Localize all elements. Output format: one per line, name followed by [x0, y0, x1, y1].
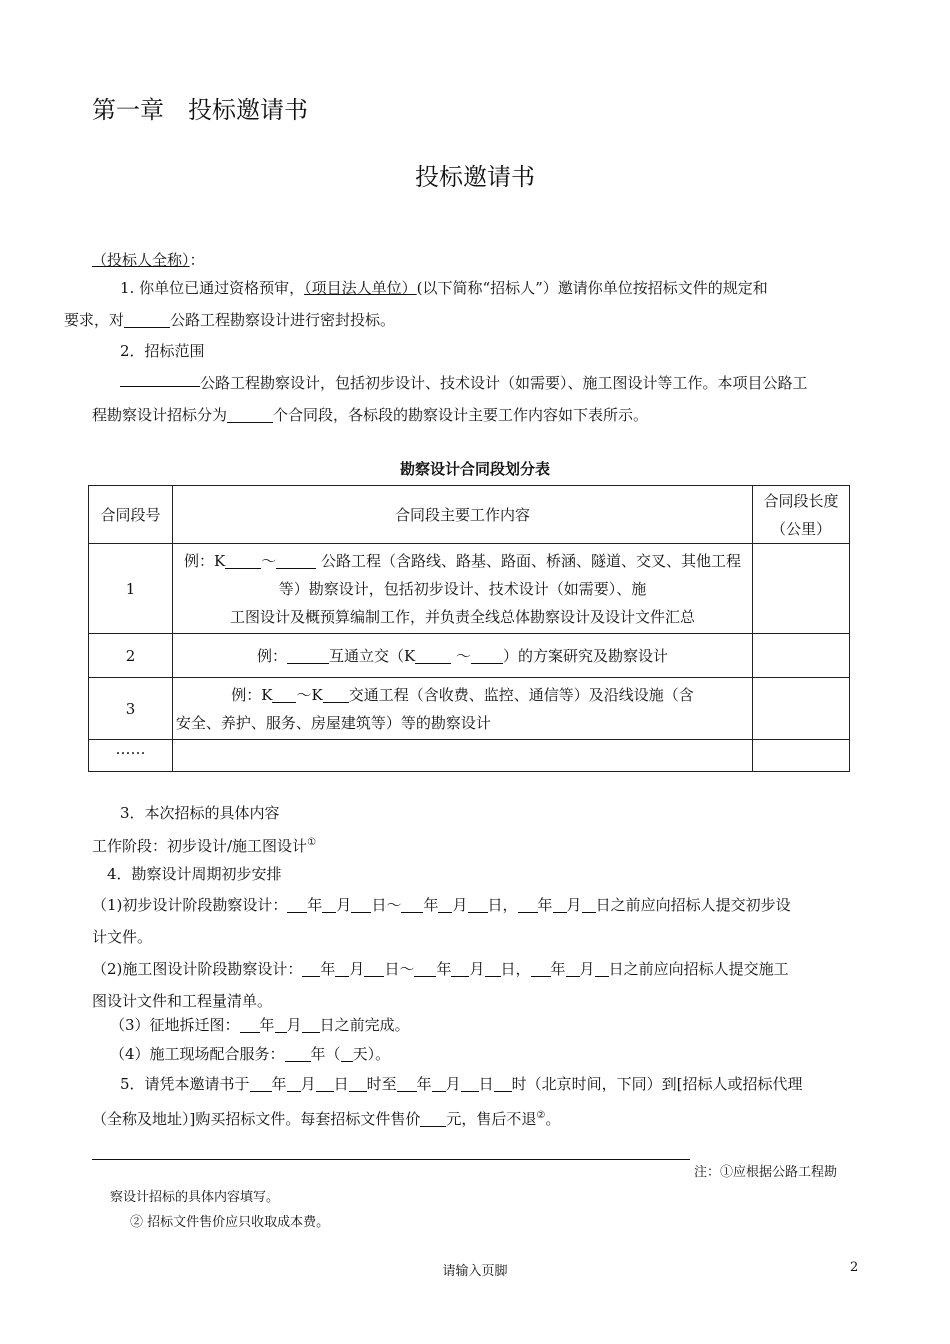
row1-content: 例：K ～ 公路工程（含路线、路基、路面、桥涵、隧道、交叉、其他工程 等）勘察设计，包括初步设计、技术设计（如需要）、施 工图设计及概预算编制工作，并负责全线总体勘察设计及设计文件汇总	[172, 544, 752, 634]
work-stage-text: 工作阶段：初步设计/施工图设计	[92, 837, 308, 855]
row4-length	[753, 740, 850, 772]
row3-length	[753, 678, 850, 740]
page-number: 2	[850, 1260, 859, 1275]
p1-text-b: (以下简称“招标人”）邀请你单位按招标文件的规定和	[416, 279, 768, 297]
footer-text: 请输入页脚	[442, 1264, 508, 1279]
p1-text-a: 1. 你单位已通过资格预审，	[120, 279, 305, 297]
schedule-item-4: （4）施工现场配合服务： 年（ 天）。	[110, 1045, 391, 1063]
addressee-colon: ：	[189, 251, 205, 269]
work-stage	[92, 827, 862, 862]
project-name-blank	[124, 311, 170, 328]
p2-text-c: 个合同段，各标段的勘察设计主要工作内容如下表所示。	[273, 406, 649, 424]
row4-no: ……	[89, 740, 173, 772]
table-header-row	[89, 486, 850, 544]
section-4-heading: 4．勘察设计周期初步安排	[107, 865, 282, 883]
schedule-item-1: （1)初步设计阶段勘察设计： 年 月 日～ 年 月 日， 年 月 日之前应向招标人提交初步设 计文件。	[92, 896, 791, 946]
row4-content	[172, 740, 752, 772]
section-2-heading: 2．招标范围	[120, 342, 205, 360]
p1-text-c: 要求，对	[64, 311, 125, 329]
paragraph-2	[92, 367, 862, 431]
row1-length	[753, 544, 850, 634]
note-line-2: 察设计招标的具体内容填写。	[110, 1190, 280, 1205]
row2-no: 2	[89, 634, 173, 678]
p2-text-b: 程勘察设计招标分为	[92, 406, 228, 424]
table-title: 勘察设计合同段划分表	[399, 460, 550, 478]
header-work-content: 合同段主要工作内容	[172, 486, 752, 544]
paragraph-5: 5．请凭本邀请书于 年 月 日 时至 年 月 日 时（北京时间，下同）到[招标人或招标代理 （全称及地址）]购买招标文件。每套招标文件售价 元，售后不退②。	[92, 1075, 803, 1128]
header-length: 合同段长度 （公里）	[753, 486, 850, 544]
scope-blank	[120, 370, 200, 387]
segment-count-blank	[227, 406, 273, 423]
table-row	[89, 634, 850, 678]
p2-text-a: 公路工程勘察设计，包括初步设计、技术设计（如需要）、施工图设计等工作。本项目公路工	[200, 374, 808, 392]
owner-placeholder: （项目法人单位）	[304, 279, 417, 297]
chapter-heading: 第一章 投标邀请书	[92, 96, 308, 124]
row3-content: 例：K ～K 交通工程（含收费、监控、通信等）及沿线设施（含 安全、养护、服务、房屋建筑等）等的勘察设计	[172, 678, 752, 740]
schedule-item-3: （3）征地拆迁图： 年 月 日之前完成。	[110, 1016, 410, 1034]
document-title: 投标邀请书	[415, 163, 535, 191]
footnote-ref-2: ②	[536, 1110, 546, 1121]
footnote-ref-1: ①	[307, 837, 317, 848]
footnote-separator	[92, 1159, 690, 1160]
header-segment-no: 合同段号	[89, 486, 173, 544]
row3-no: 3	[89, 678, 173, 740]
row1-no: 1	[89, 544, 173, 634]
row2-content: 例： 互通立交（K ～ ）的方案研究及勘察设计	[172, 634, 752, 678]
contract-segment-table	[88, 485, 850, 772]
addressee: （投标人全称）	[92, 251, 190, 269]
p1-text-d: 公路工程勘察设计进行密封投标。	[170, 311, 396, 329]
paragraph-1	[64, 272, 862, 336]
schedule-item-2: （2)施工图设计阶段勘察设计： 年 月 日～ 年 月 日， 年 月 日之前应向招标人提交施工 图设计文件和工程量清单。	[92, 960, 789, 1010]
row2-length	[753, 634, 850, 678]
note-head: 注：①应根据公路工程勘	[694, 1165, 838, 1180]
table-row	[89, 544, 850, 634]
note-line-3: ② 招标文件售价应只收取成本费。	[130, 1215, 330, 1230]
table-row	[89, 740, 850, 772]
section-3-heading: 3．本次招标的具体内容	[120, 804, 280, 822]
table-row	[89, 678, 850, 740]
